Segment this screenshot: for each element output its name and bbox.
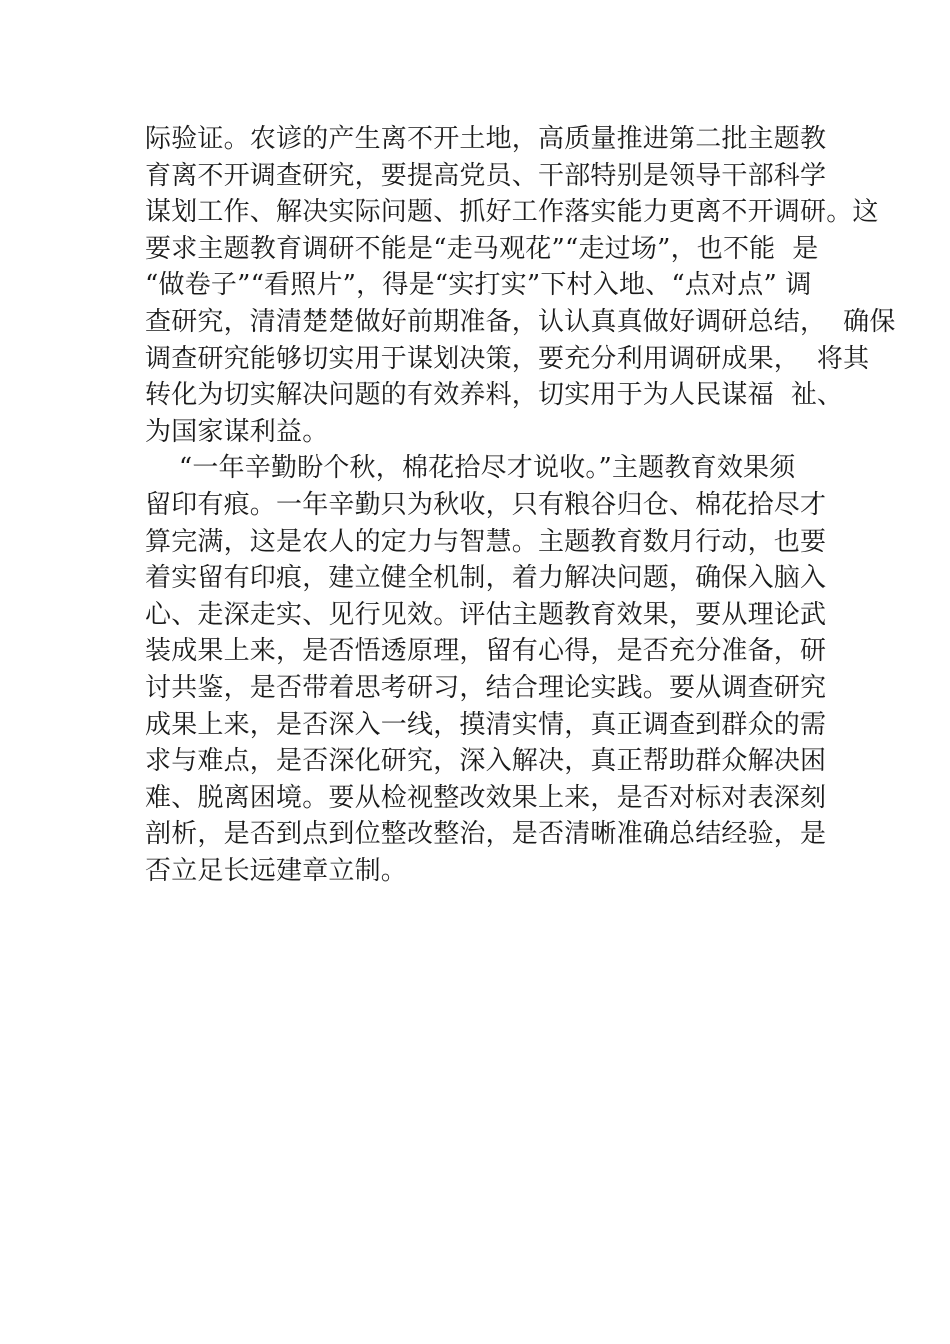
text-line: 否立足长远建章立制。: [145, 855, 408, 886]
text-line: 成果上来，是否深入一线，摸清实情，真正调查到群众的需: [145, 709, 827, 740]
text-line: 留印有痕。一年辛勤只为秋收，只有粮谷归仓、棉花拾尽才: [145, 489, 827, 520]
text-line: “一年辛勤盼个秋，棉花拾尽才说收。”主题教育效果须: [145, 453, 796, 484]
text-line: 装成果上来，是否悟透原理，留有心得，是否充分准备，研: [145, 636, 827, 667]
text-line: 调查研究能够切实用于谋划决策，要充分利用调研成果， 将其: [145, 343, 870, 374]
text-line: 难、脱离困境。要从检视整改效果上来，是否对标对表深刻: [145, 782, 827, 813]
text-line: 求与难点，是否深化研究，深入解决，真正帮助群众解决困: [145, 746, 827, 777]
text-line: 转化为切实解决问题的有效养料，切实用于为人民谋福 祉、: [145, 380, 844, 411]
text-line: 着实留有印痕，建立健全机制，着力解决问题，确保入脑入: [145, 563, 827, 594]
text-line: “做卷子”“看照片”，得是“实打实”下村入地、“点对点” 调: [145, 270, 812, 301]
text-line: 育离不开调查研究，要提高党员、干部特别是领导干部科学: [145, 160, 827, 191]
text-line: 际验证。农谚的产生离不开土地，高质量推进第二批主题教: [145, 124, 827, 154]
text-line: 为国家谋利益。: [145, 416, 329, 447]
text-line: 心、走深走实、见行见效。评估主题教育效果，要从理论武: [145, 599, 827, 630]
text-line: 剖析，是否到点到位整改整治，是否清晰准确总结经验，是: [145, 819, 827, 850]
text-line: 要求主题教育调研不能是“走马观花”“走过场”，也不能 是: [145, 233, 819, 264]
text-line: 查研究，清清楚楚做好前期准备，认认真真做好调研总结， 确保: [145, 306, 896, 337]
paragraph-1: [145, 121, 896, 450]
paragraph-2: [145, 450, 845, 889]
text-line: 讨共鉴，是否带着思考研习，结合理论实践。要从调查研究: [145, 672, 827, 703]
text-line: 算完满，这是农人的定力与智慧。主题教育数月行动，也要: [145, 526, 827, 557]
text-line: 谋划工作、解决实际问题、抓好工作落实能力更离不开调研。这: [145, 197, 879, 228]
document-body: [145, 121, 896, 889]
